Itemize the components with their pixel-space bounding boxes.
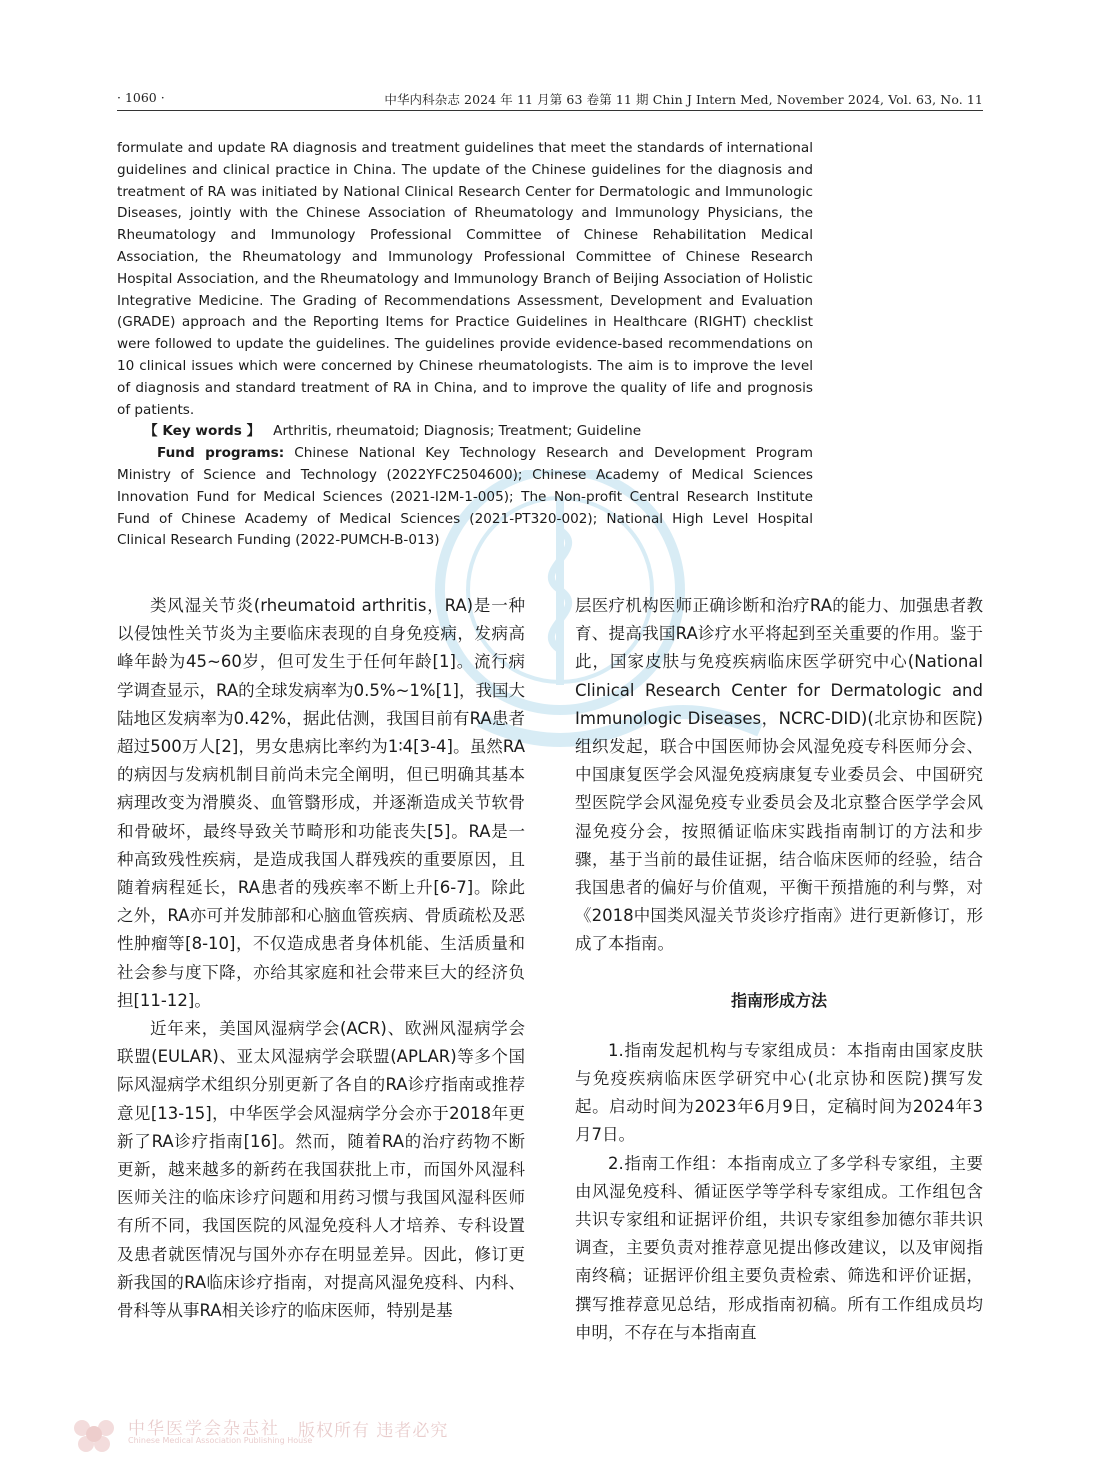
methods-item-1: 1.指南发起机构与专家组成员：本指南由国家皮肤与免疫疾病临床医学研究中心(北京协和医院)撰写发起。启动时间为2023年6月9日，定稿时间为2024年3月7日。 [575,1040,983,1145]
page-number: · 1060 · [117,90,165,105]
section-title-methods: 指南形成方法 [730,990,827,1010]
publisher-flower-icon [68,1412,120,1456]
abstract-body: formulate and update RA diagnosis and treatment guidelines that meet the standards of international guidelines and clinical practice in China. The update of the Chinese guidelines for the diagnosis and treatment of RA was initiated by National Clinical Research Center for Dermatologic and Immunologic Diseases, jointly with the Chinese Association of Rheumatology and Immunology Physicians, the Rheumatology and Immunology Professional Committee of Chinese Rehabilitation Medical Association, the Rheumatology and Immunology Professional Committee of Chinese Research Hospital Association, and the Rheumatology and Immunology Branch of Beijing Association of Holistic Integrative Medicine. The Grading of Recommendations Assessment, Development and Evaluation (GRADE) approach and the Reporting Items for Practice Guidelines in Healthcare (RIGHT) checklist were followed to update the guidelines. The guidelines provide evidence-based recommendations on 10 clinical issues which were concerned by Chinese rheumatologists. The aim is to improve the level of diagnosis and standard treatment of RA in China, and to improve the quality of life and prognosis of patients. [117,140,813,418]
publisher-logo [68,1412,488,1452]
left-column [117,592,525,1325]
keywords-label: 【 Key words 】 [144,423,261,440]
fund-programs [117,443,813,552]
copyright-notice: 版权所有 违者必究 [298,1421,449,1441]
intro-paragraph-continued: 层医疗机构医师正确诊断和治疗RA的能力、加强患者教育、提高我国RA诊疗水平将起到至关重要的作用。鉴于此，国家皮肤与免疫疾病临床医学研究中心(National Clinical Research Center for Dermatologic and Immunologic Diseases，NCRC-DID)(北京协和医院)组织发起，联合中国医师协会风湿免疫专科医师分会、中国康复医学会风湿免疫病康复专业委员会、中国研究型医院学会风湿免疫专业委员会及北京整合医学学会风湿免疫分会，按照循证临床实践指南制订的方法和步骤，基于当前的最佳证据，结合临床医师的经验，结合我国患者的偏好与价值观，平衡干预措施的利与弊，对《2018中国类风湿关节炎诊疗指南》进行更新修订，形成了本指南。 [575,596,983,954]
keywords [117,421,813,443]
intro-paragraph-1: 类风湿关节炎(rheumatoid arthritis，RA)是一种以侵蚀性关节炎为主要临床表现的自身免疫病，发病高峰年龄为45~60岁，但可发生于任何年龄[1]。流行病学调查显示，RA的全球发病率为0.5%~1%[1]，我国大陆地区发病率为0.42%，据此估测，我国目前有RA患者超过500万人[2]，男女患病比率约为1∶4[3-4]。虽然RA的病因与发病机制目前尚未完全阐明，但已明确其基本病理改变为滑膜炎、血管翳形成，并逐渐造成关节软骨和骨破坏，最终导致关节畸形和功能丧失[5]。RA是一种高致残性疾病，是造成我国人群残疾的重要原因，且随着病程延长，RA患者的残疾率不断上升[6-7]。除此之外，RA亦可并发肺部和心脑血管疾病、骨质疏松及恶性肿瘤等[8-10]，不仅造成患者身体机能、生活质量和社会参与度下降，亦给其家庭和社会带来巨大的经济负担[11-12]。 [117,596,525,1010]
journal-citation: 中华内科杂志 2024 年 11 月第 63 卷第 11 期 Chin J Intern Med, November 2024, Vol. 63, No. 11 [384,92,983,107]
methods-item-2: 2.指南工作组：本指南成立了多学科专家组，主要由风湿免疫科、循证医学等学科专家组成。工作组包含共识专家组和证据评价组，共识专家组参加德尔菲共识调查，主要负责对推荐意见提出修改建议，以及审阅指南终稿；证据评价组主要负责检索、筛选和评价证据，撰写推荐意见总结，形成指南初稿。所有工作组成员均申明，不存在与本指南直 [575,1153,983,1342]
fund-text: Chinese National Key Technology Research and Development Program Ministry of Science and Technology (2022YFC2504600); Chinese Academy of Medical Sciences Innovation Fund for Medical Sciences (2021-I2M-1-005); The Non-profit Central Research Institute Fund of Chinese Academy of Medical Sciences (2021-PT320-002); National High Level Hospital Clinical Research Funding (2022-PUMCH-B-013) [117,445,813,549]
running-header [117,88,983,111]
keywords-text: Arthritis, rheumatoid; Diagnosis; Treatment; Guideline [273,423,642,440]
publisher-subtitle: Chinese Medical Association Publishing House [128,1436,313,1445]
right-column [575,592,983,1347]
publisher-name: 中华医学会杂志社 [128,1419,280,1439]
intro-paragraph-2: 近年来，美国风湿病学会(ACR)、欧洲风湿病学会联盟(EULAR)、亚太风湿病学会联盟(APLAR)等多个国际风湿病学术组织分别更新了各自的RA诊疗指南或推荐意见[13-15]，中华医学会风湿病学分会亦于2018年更新了RA诊疗指南[16]。然而，随着RA的治疗药物不断更新，越来越多的新药在我国获批上市，而国外风湿科医师关注的临床诊疗问题和用药习惯与我国风湿科医师有所不同，我国医院的风湿免疫科人才培养、专科设置及患者就医情况与国外亦存在明显差异。因此，修订更新我国的RA临床诊疗指南，对提高风湿免疫科、内科、骨科等从事RA相关诊疗的临床医师，特别是基 [117,1019,525,1321]
fund-label: Fund programs: [157,445,285,462]
english-abstract [117,138,813,552]
